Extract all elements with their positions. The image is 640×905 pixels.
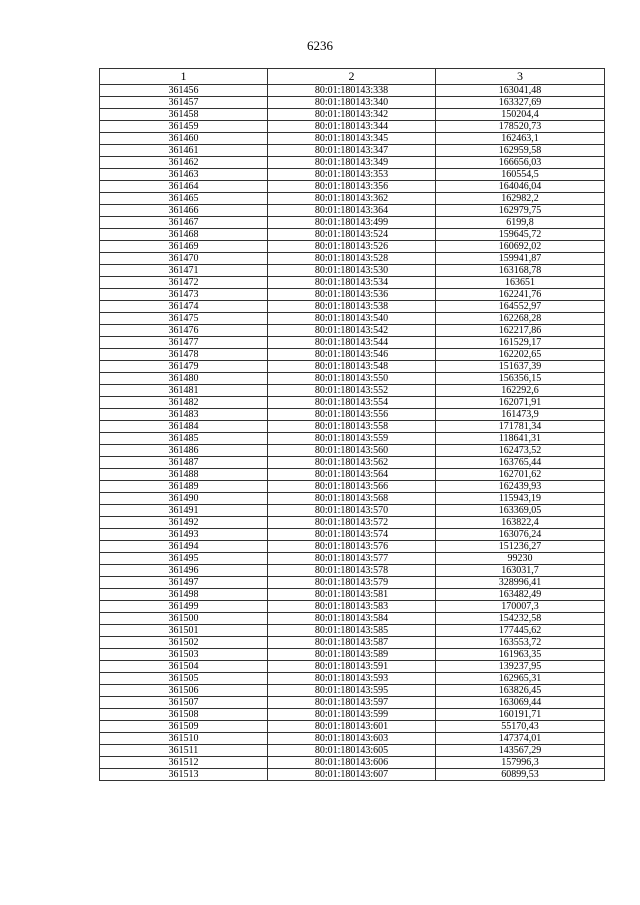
- value-cell: 163031,7: [436, 565, 605, 577]
- row-number-cell: 361493: [100, 529, 268, 541]
- table-row: [100, 253, 605, 265]
- cadastral-number-cell: 80:01:180143:552: [268, 385, 436, 397]
- table-row: [100, 145, 605, 157]
- value-cell: 159941,87: [436, 253, 605, 265]
- value-cell: 162292,6: [436, 385, 605, 397]
- row-number-cell: 361494: [100, 541, 268, 553]
- row-number-cell: 361513: [100, 769, 268, 781]
- value-cell: 162473,52: [436, 445, 605, 457]
- table-row: [100, 625, 605, 637]
- cadastral-number-cell: 80:01:180143:556: [268, 409, 436, 421]
- value-cell: 157996,3: [436, 757, 605, 769]
- row-number-cell: 361505: [100, 673, 268, 685]
- value-cell: 99230: [436, 553, 605, 565]
- table-row: [100, 769, 605, 781]
- cadastral-number-cell: 80:01:180143:606: [268, 757, 436, 769]
- table-row: [100, 505, 605, 517]
- cadastral-number-cell: 80:01:180143:528: [268, 253, 436, 265]
- value-cell: 162241,76: [436, 289, 605, 301]
- row-number-cell: 361475: [100, 313, 268, 325]
- row-number-cell: 361500: [100, 613, 268, 625]
- cadastral-number-cell: 80:01:180143:589: [268, 649, 436, 661]
- table-row: [100, 301, 605, 313]
- row-number-cell: 361488: [100, 469, 268, 481]
- row-number-cell: 361458: [100, 109, 268, 121]
- value-cell: 162071,91: [436, 397, 605, 409]
- value-cell: 163168,78: [436, 265, 605, 277]
- row-number-cell: 361481: [100, 385, 268, 397]
- cadastral-number-cell: 80:01:180143:584: [268, 613, 436, 625]
- cadastral-number-cell: 80:01:180143:338: [268, 85, 436, 97]
- cadastral-number-cell: 80:01:180143:564: [268, 469, 436, 481]
- cadastral-number-cell: 80:01:180143:583: [268, 601, 436, 613]
- table-row: [100, 421, 605, 433]
- table-row: [100, 325, 605, 337]
- table-row: [100, 361, 605, 373]
- table-row: [100, 493, 605, 505]
- cadastral-number-cell: 80:01:180143:530: [268, 265, 436, 277]
- value-cell: 164046,04: [436, 181, 605, 193]
- row-number-cell: 361463: [100, 169, 268, 181]
- table-row: [100, 733, 605, 745]
- value-cell: 162965,31: [436, 673, 605, 685]
- table-row: [100, 217, 605, 229]
- value-cell: 163822,4: [436, 517, 605, 529]
- table-row: [100, 85, 605, 97]
- value-cell: 166656,03: [436, 157, 605, 169]
- row-number-cell: 361498: [100, 589, 268, 601]
- table-row: [100, 241, 605, 253]
- cadastral-number-cell: 80:01:180143:572: [268, 517, 436, 529]
- cadastral-number-cell: 80:01:180143:554: [268, 397, 436, 409]
- table-row: [100, 109, 605, 121]
- row-number-cell: 361474: [100, 301, 268, 313]
- table-row: [100, 721, 605, 733]
- value-cell: 147374,01: [436, 733, 605, 745]
- table-row: [100, 757, 605, 769]
- row-number-cell: 361503: [100, 649, 268, 661]
- table-header: [100, 69, 605, 85]
- table-row: [100, 445, 605, 457]
- cadastral-number-cell: 80:01:180143:587: [268, 637, 436, 649]
- row-number-cell: 361477: [100, 337, 268, 349]
- table-row: [100, 277, 605, 289]
- table-row: [100, 397, 605, 409]
- table-row: [100, 205, 605, 217]
- cadastral-number-cell: 80:01:180143:353: [268, 169, 436, 181]
- row-number-cell: 361484: [100, 421, 268, 433]
- cadastral-number-cell: 80:01:180143:356: [268, 181, 436, 193]
- table-row: [100, 289, 605, 301]
- value-cell: 163041,48: [436, 85, 605, 97]
- cadastral-number-cell: 80:01:180143:593: [268, 673, 436, 685]
- row-number-cell: 361456: [100, 85, 268, 97]
- row-number-cell: 361459: [100, 121, 268, 133]
- value-cell: 150204,4: [436, 109, 605, 121]
- cadastral-number-cell: 80:01:180143:601: [268, 721, 436, 733]
- value-cell: 143567,29: [436, 745, 605, 757]
- row-number-cell: 361509: [100, 721, 268, 733]
- row-number-cell: 361466: [100, 205, 268, 217]
- table-row: [100, 697, 605, 709]
- cadastral-number-cell: 80:01:180143:544: [268, 337, 436, 349]
- page-number: 6236: [307, 38, 333, 53]
- cadastral-number-cell: 80:01:180143:347: [268, 145, 436, 157]
- row-number-cell: 361461: [100, 145, 268, 157]
- row-number-cell: 361472: [100, 277, 268, 289]
- table-row: [100, 385, 605, 397]
- cadastral-number-cell: 80:01:180143:591: [268, 661, 436, 673]
- cadastral-number-cell: 80:01:180143:526: [268, 241, 436, 253]
- table-row: [100, 337, 605, 349]
- row-number-cell: 361496: [100, 565, 268, 577]
- value-cell: 6199,8: [436, 217, 605, 229]
- value-cell: 139237,95: [436, 661, 605, 673]
- value-cell: 115943,19: [436, 493, 605, 505]
- value-cell: 161473,9: [436, 409, 605, 421]
- table-row: [100, 181, 605, 193]
- table-row: [100, 553, 605, 565]
- value-cell: 162463,1: [436, 133, 605, 145]
- row-number-cell: 361460: [100, 133, 268, 145]
- table-row: [100, 709, 605, 721]
- row-number-cell: 361469: [100, 241, 268, 253]
- value-cell: 160554,5: [436, 169, 605, 181]
- value-cell: 177445,62: [436, 625, 605, 637]
- table-row: [100, 481, 605, 493]
- row-number-cell: 361495: [100, 553, 268, 565]
- row-number-cell: 361490: [100, 493, 268, 505]
- cadastral-number-cell: 80:01:180143:538: [268, 301, 436, 313]
- row-number-cell: 361480: [100, 373, 268, 385]
- value-cell: 163826,45: [436, 685, 605, 697]
- value-cell: 151236,27: [436, 541, 605, 553]
- cadastral-number-cell: 80:01:180143:576: [268, 541, 436, 553]
- row-number-cell: 361457: [100, 97, 268, 109]
- table-row: [100, 157, 605, 169]
- table-row: [100, 517, 605, 529]
- table-row: [100, 313, 605, 325]
- row-number-cell: 361512: [100, 757, 268, 769]
- row-number-cell: 361487: [100, 457, 268, 469]
- value-cell: 163069,44: [436, 697, 605, 709]
- table-row: [100, 121, 605, 133]
- data-table: [99, 68, 605, 781]
- cadastral-number-cell: 80:01:180143:558: [268, 421, 436, 433]
- cadastral-number-cell: 80:01:180143:344: [268, 121, 436, 133]
- table-row: [100, 601, 605, 613]
- column-header-3: 3: [436, 69, 605, 85]
- row-number-cell: 361492: [100, 517, 268, 529]
- cadastral-number-cell: 80:01:180143:562: [268, 457, 436, 469]
- row-number-cell: 361504: [100, 661, 268, 673]
- value-cell: 151637,39: [436, 361, 605, 373]
- value-cell: 162217,86: [436, 325, 605, 337]
- cadastral-number-cell: 80:01:180143:603: [268, 733, 436, 745]
- value-cell: 161963,35: [436, 649, 605, 661]
- cadastral-number-cell: 80:01:180143:546: [268, 349, 436, 361]
- table-row: [100, 409, 605, 421]
- table-row: [100, 613, 605, 625]
- value-cell: 163369,05: [436, 505, 605, 517]
- table-row: [100, 169, 605, 181]
- table-row: [100, 685, 605, 697]
- row-number-cell: 361510: [100, 733, 268, 745]
- value-cell: 160692,02: [436, 241, 605, 253]
- value-cell: 160191,71: [436, 709, 605, 721]
- cadastral-number-cell: 80:01:180143:568: [268, 493, 436, 505]
- value-cell: 162701,62: [436, 469, 605, 481]
- cadastral-number-cell: 80:01:180143:534: [268, 277, 436, 289]
- row-number-cell: 361468: [100, 229, 268, 241]
- value-cell: 163076,24: [436, 529, 605, 541]
- value-cell: 170007,3: [436, 601, 605, 613]
- value-cell: 154232,58: [436, 613, 605, 625]
- cadastral-number-cell: 80:01:180143:542: [268, 325, 436, 337]
- table-row: [100, 433, 605, 445]
- table-row: [100, 469, 605, 481]
- cadastral-number-cell: 80:01:180143:345: [268, 133, 436, 145]
- table-row: [100, 637, 605, 649]
- cadastral-number-cell: 80:01:180143:349: [268, 157, 436, 169]
- row-number-cell: 361464: [100, 181, 268, 193]
- row-number-cell: 361508: [100, 709, 268, 721]
- table-body: [100, 85, 605, 781]
- row-number-cell: 361483: [100, 409, 268, 421]
- table-row: [100, 529, 605, 541]
- row-number-cell: 361489: [100, 481, 268, 493]
- row-number-cell: 361462: [100, 157, 268, 169]
- table-row: [100, 133, 605, 145]
- cadastral-number-cell: 80:01:180143:362: [268, 193, 436, 205]
- cadastral-number-cell: 80:01:180143:550: [268, 373, 436, 385]
- value-cell: 60899,53: [436, 769, 605, 781]
- cadastral-number-cell: 80:01:180143:574: [268, 529, 436, 541]
- cadastral-number-cell: 80:01:180143:364: [268, 205, 436, 217]
- row-number-cell: 361486: [100, 445, 268, 457]
- row-number-cell: 361467: [100, 217, 268, 229]
- cadastral-number-cell: 80:01:180143:607: [268, 769, 436, 781]
- cadastral-number-cell: 80:01:180143:597: [268, 697, 436, 709]
- row-number-cell: 361499: [100, 601, 268, 613]
- table-row: [100, 649, 605, 661]
- value-cell: 164552,97: [436, 301, 605, 313]
- table-row: [100, 589, 605, 601]
- table-row: [100, 229, 605, 241]
- table-row: [100, 97, 605, 109]
- cadastral-number-cell: 80:01:180143:577: [268, 553, 436, 565]
- cadastral-number-cell: 80:01:180143:540: [268, 313, 436, 325]
- column-header-1: 1: [100, 69, 268, 85]
- value-cell: 159645,72: [436, 229, 605, 241]
- row-number-cell: 361497: [100, 577, 268, 589]
- cadastral-number-cell: 80:01:180143:499: [268, 217, 436, 229]
- value-cell: 162268,28: [436, 313, 605, 325]
- cadastral-number-cell: 80:01:180143:605: [268, 745, 436, 757]
- cadastral-number-cell: 80:01:180143:581: [268, 589, 436, 601]
- column-header-2: 2: [268, 69, 436, 85]
- value-cell: 163482,49: [436, 589, 605, 601]
- value-cell: 161529,17: [436, 337, 605, 349]
- value-cell: 163765,44: [436, 457, 605, 469]
- cadastral-number-cell: 80:01:180143:548: [268, 361, 436, 373]
- row-number-cell: 361502: [100, 637, 268, 649]
- value-cell: 178520,73: [436, 121, 605, 133]
- row-number-cell: 361507: [100, 697, 268, 709]
- value-cell: 162982,2: [436, 193, 605, 205]
- value-cell: 162979,75: [436, 205, 605, 217]
- cadastral-number-cell: 80:01:180143:570: [268, 505, 436, 517]
- table-row: [100, 577, 605, 589]
- row-number-cell: 361470: [100, 253, 268, 265]
- cadastral-number-cell: 80:01:180143:585: [268, 625, 436, 637]
- value-cell: 163553,72: [436, 637, 605, 649]
- row-number-cell: 361476: [100, 325, 268, 337]
- table-row: [100, 349, 605, 361]
- value-cell: 163651: [436, 277, 605, 289]
- row-number-cell: 361511: [100, 745, 268, 757]
- row-number-cell: 361491: [100, 505, 268, 517]
- row-number-cell: 361471: [100, 265, 268, 277]
- table-row: [100, 265, 605, 277]
- value-cell: 55170,43: [436, 721, 605, 733]
- header-row: [100, 69, 605, 85]
- cadastral-number-cell: 80:01:180143:595: [268, 685, 436, 697]
- row-number-cell: 361465: [100, 193, 268, 205]
- cadastral-number-cell: 80:01:180143:579: [268, 577, 436, 589]
- table-row: [100, 565, 605, 577]
- table-row: [100, 457, 605, 469]
- row-number-cell: 361473: [100, 289, 268, 301]
- table-row: [100, 745, 605, 757]
- row-number-cell: 361478: [100, 349, 268, 361]
- cadastral-number-cell: 80:01:180143:524: [268, 229, 436, 241]
- value-cell: 162959,58: [436, 145, 605, 157]
- cadastral-number-cell: 80:01:180143:566: [268, 481, 436, 493]
- value-cell: 162439,93: [436, 481, 605, 493]
- table-row: [100, 673, 605, 685]
- cadastral-number-cell: 80:01:180143:559: [268, 433, 436, 445]
- cadastral-number-cell: 80:01:180143:560: [268, 445, 436, 457]
- cadastral-number-cell: 80:01:180143:342: [268, 109, 436, 121]
- value-cell: 171781,34: [436, 421, 605, 433]
- cadastral-number-cell: 80:01:180143:599: [268, 709, 436, 721]
- row-number-cell: 361506: [100, 685, 268, 697]
- row-number-cell: 361485: [100, 433, 268, 445]
- value-cell: 328996,41: [436, 577, 605, 589]
- row-number-cell: 361479: [100, 361, 268, 373]
- value-cell: 162202,65: [436, 349, 605, 361]
- cadastral-number-cell: 80:01:180143:536: [268, 289, 436, 301]
- cadastral-number-cell: 80:01:180143:578: [268, 565, 436, 577]
- value-cell: 163327,69: [436, 97, 605, 109]
- table-row: [100, 661, 605, 673]
- table-row: [100, 373, 605, 385]
- table-row: [100, 193, 605, 205]
- value-cell: 156356,15: [436, 373, 605, 385]
- row-number-cell: 361482: [100, 397, 268, 409]
- row-number-cell: 361501: [100, 625, 268, 637]
- table-row: [100, 541, 605, 553]
- cadastral-number-cell: 80:01:180143:340: [268, 97, 436, 109]
- value-cell: 118641,31: [436, 433, 605, 445]
